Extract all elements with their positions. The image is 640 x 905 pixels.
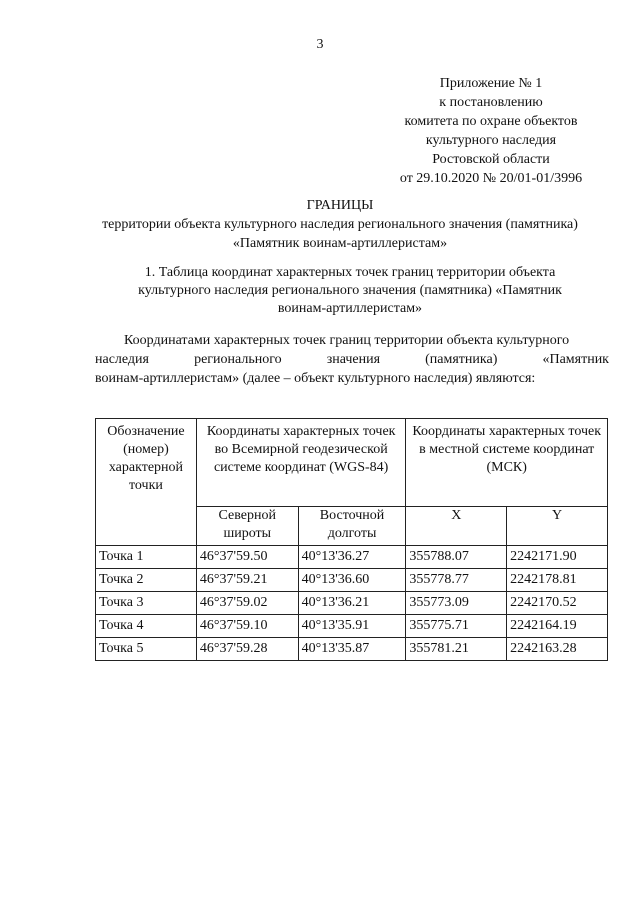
section-line: воинам-артиллеристам» xyxy=(277,301,423,316)
page-number: 3 xyxy=(316,37,324,52)
cell-point: Точка 5 xyxy=(96,638,197,661)
document-title xyxy=(70,196,610,253)
cell-y: 2242163.28 xyxy=(507,638,608,661)
cell-point: Точка 4 xyxy=(96,615,197,638)
appendix-line: Приложение № 1 xyxy=(439,76,543,91)
header-point: Обозначение (номер) характерной точки xyxy=(96,419,197,546)
header-x: X xyxy=(406,507,507,546)
appendix-block xyxy=(398,74,584,188)
cell-lat: 46°37'59.28 xyxy=(196,638,298,661)
appendix-line: Ростовской области xyxy=(432,152,550,167)
header-east: Восточной долготы xyxy=(298,507,406,546)
table-row xyxy=(96,615,608,638)
table-row xyxy=(96,546,608,569)
table-row xyxy=(96,569,608,592)
header-msk: Координаты характерных точек в местной системе координат (МСК) xyxy=(406,419,608,507)
intro-paragraph xyxy=(95,331,609,388)
cell-x: 355773.09 xyxy=(406,592,507,615)
cell-x: 355778.77 xyxy=(406,569,507,592)
table-row xyxy=(96,638,608,661)
cell-lon: 40°13'36.60 xyxy=(298,569,406,592)
cell-point: Точка 3 xyxy=(96,592,197,615)
appendix-line: от 29.10.2020 № 20/01-01/3996 xyxy=(399,171,583,186)
cell-lat: 46°37'59.21 xyxy=(196,569,298,592)
appendix-line: к постановлению xyxy=(439,95,543,110)
title-line: «Памятник воинам-артиллеристам» xyxy=(232,236,448,251)
cell-lon: 40°13'35.87 xyxy=(298,638,406,661)
cell-point: Точка 2 xyxy=(96,569,197,592)
table-row xyxy=(96,592,608,615)
cell-y: 2242164.19 xyxy=(507,615,608,638)
cell-lat: 46°37'59.10 xyxy=(196,615,298,638)
section-line: 1. Таблица координат характерных точек границ территории объекта xyxy=(144,265,556,280)
title-heading: ГРАНИЦЫ xyxy=(306,198,374,213)
cell-x: 355775.71 xyxy=(406,615,507,638)
cell-lat: 46°37'59.02 xyxy=(196,592,298,615)
cell-lon: 40°13'35.91 xyxy=(298,615,406,638)
cell-lat: 46°37'59.50 xyxy=(196,546,298,569)
cell-lon: 40°13'36.21 xyxy=(298,592,406,615)
cell-point: Точка 1 xyxy=(96,546,197,569)
cell-y: 2242171.90 xyxy=(507,546,608,569)
appendix-line: культурного наследия xyxy=(425,133,557,148)
cell-y: 2242178.81 xyxy=(507,569,608,592)
paragraph-line: наследия регионального значения (памятника) «Памятник xyxy=(95,352,609,367)
section-line: культурного наследия регионального значения (памятника) «Памятник xyxy=(138,283,562,298)
header-north: Северной широты xyxy=(196,507,298,546)
cell-y: 2242170.52 xyxy=(507,592,608,615)
header-y: Y xyxy=(507,507,608,546)
cell-lon: 40°13'36.27 xyxy=(298,546,406,569)
appendix-line: комитета по охране объектов xyxy=(404,114,578,129)
coordinates-table xyxy=(95,418,608,661)
paragraph-line: воинам-артиллеристам» (далее – объект культурного наследия) являются: xyxy=(95,371,536,386)
header-wgs: Координаты характерных точек во Всемирной геодезической системе координат (WGS-84) xyxy=(196,419,406,507)
section-title xyxy=(95,264,605,318)
cell-x: 355788.07 xyxy=(406,546,507,569)
cell-x: 355781.21 xyxy=(406,638,507,661)
title-line: территории объекта культурного наследия регионального значения (памятника) xyxy=(102,217,578,232)
paragraph-line: Координатами характерных точек границ территории объекта культурного xyxy=(124,333,570,348)
